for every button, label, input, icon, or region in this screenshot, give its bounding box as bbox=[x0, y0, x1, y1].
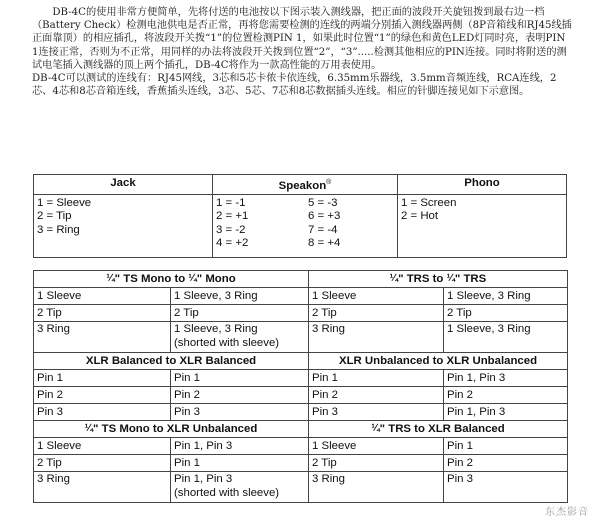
phono-pin: 2 = Hot bbox=[401, 210, 439, 223]
cell-value: 1 Sleeve, 3 Ring bbox=[174, 323, 258, 335]
table-row bbox=[34, 305, 568, 322]
jack-pin: 2 = Tip bbox=[37, 210, 72, 223]
table-cell: 2 Tip bbox=[309, 455, 444, 472]
speakon-pin: 6 = +3 bbox=[308, 210, 341, 223]
table-cell: 1 Sleeve bbox=[34, 438, 171, 455]
section-title-part: " TS Mono to XLR Unbalanced bbox=[93, 423, 258, 435]
ts-mono-to-mono-header bbox=[34, 271, 309, 288]
table-cell: Pin 1 bbox=[171, 370, 309, 387]
table-row bbox=[34, 472, 568, 503]
table-cell: 1 Sleeve bbox=[309, 288, 444, 305]
table-cell: 2 Tip bbox=[171, 305, 309, 322]
table-cell: Pin 1, Pin 3 bbox=[444, 370, 568, 387]
phono-cell bbox=[398, 194, 567, 257]
table-cell: Pin 1 bbox=[444, 438, 568, 455]
table-cell: 2 Tip bbox=[309, 305, 444, 322]
phono-pin: 1 = Screen bbox=[401, 196, 457, 209]
jack-header-label: Jack bbox=[110, 177, 136, 189]
table-cell: Pin 3 bbox=[309, 404, 444, 421]
table-cell: Pin 3 bbox=[444, 472, 568, 503]
shorted-note: (shorted with sleeve) bbox=[174, 487, 280, 499]
table-cell: 1 Sleeve, 3 Ring bbox=[444, 322, 568, 353]
shorted-note: (shorted with sleeve) bbox=[174, 337, 280, 349]
speakon-pin: 4 = +2 bbox=[216, 237, 249, 250]
table-cell: Pin 1, Pin 3 bbox=[171, 438, 309, 455]
jack-pin: 1 = Sleeve bbox=[37, 196, 92, 209]
quarter-mark: ¼ bbox=[188, 273, 197, 284]
table-cell: Pin 1 bbox=[34, 370, 171, 387]
table-cell: 2 Tip bbox=[34, 305, 171, 322]
table-cell bbox=[171, 322, 309, 353]
table-row bbox=[34, 438, 568, 455]
wiring-table bbox=[33, 270, 568, 503]
speakon-pin: 7 = -4 bbox=[308, 223, 338, 236]
trs-to-xlr-header bbox=[309, 421, 568, 438]
table-cell: Pin 2 bbox=[309, 387, 444, 404]
cell-value: Pin 1, Pin 3 bbox=[174, 473, 233, 485]
trs-to-trs-header bbox=[309, 271, 568, 288]
intro-text bbox=[32, 6, 572, 98]
speakon-pin: 5 = -3 bbox=[308, 196, 338, 209]
table-cell: 1 Sleeve, 3 Ring bbox=[171, 288, 309, 305]
table-row bbox=[34, 404, 568, 421]
quarter-mark: ¼ bbox=[371, 423, 380, 434]
section-title-part: " Mono bbox=[196, 273, 236, 285]
jack-cell bbox=[34, 194, 213, 257]
speakon-pin: 2 = +1 bbox=[216, 210, 249, 223]
table-cell bbox=[171, 472, 309, 503]
pin-legend-table bbox=[33, 174, 567, 258]
table-cell: Pin 1 bbox=[309, 370, 444, 387]
quarter-mark: ¼ bbox=[389, 273, 399, 284]
section-title-part: " TRS to XLR Balanced bbox=[379, 423, 505, 435]
table-cell: Pin 3 bbox=[34, 404, 171, 421]
table-cell: Pin 2 bbox=[444, 455, 568, 472]
table-cell: Pin 2 bbox=[34, 387, 171, 404]
table-cell: Pin 3 bbox=[171, 404, 309, 421]
table-row bbox=[34, 455, 568, 472]
speakon-pin: 8 = +4 bbox=[308, 237, 341, 250]
table-cell: 3 Ring bbox=[309, 472, 444, 503]
speakon-pin: 3 = -2 bbox=[216, 223, 246, 236]
table-cell: 1 Sleeve, 3 Ring bbox=[444, 288, 568, 305]
table-cell: Pin 2 bbox=[444, 387, 568, 404]
xlr-unbalanced-header: XLR Unbalanced to XLR Unbalanced bbox=[309, 353, 568, 370]
table-cell: 3 Ring bbox=[309, 322, 444, 353]
quarter-mark: ¼ bbox=[106, 273, 115, 284]
section-title-part: " TS Mono to bbox=[114, 273, 189, 285]
quarter-mark: ¼ bbox=[84, 423, 94, 434]
table-cell: Pin 2 bbox=[171, 387, 309, 404]
table-row bbox=[34, 387, 568, 404]
watermark: 东杰影音 bbox=[545, 507, 589, 518]
table-cell: 1 Sleeve bbox=[34, 288, 171, 305]
intro-paragraph-1: DB-4C的使用非常方便简单，先将付送的电池按以下图示装入测线器，把正面的波段开关旋钮拨到最右边一档（Battery Check）检测电池供电是否正常，再将您需要检测的连线的两端分别插入测线器两侧（8P音箱线和RJ45线插正面靠顶）的相应插孔，将波段开关拨“1”的位置检测PIN 1，如果此时位置“1”的绿色和黄色LED灯同时亮，表明PIN 1连接正常，否则为不正常，用同样的办法将波段开关拨到位置“2”，“3”.....检测其他相应的PIN连接。同时将附送的测试电笔插入测线器的顶上两个插孔，DB-4C将作为一款高性能的万用表使用。 bbox=[32, 7, 572, 71]
speakon-pin: 1 = -1 bbox=[216, 196, 246, 209]
section-title-part: " TRS to bbox=[398, 273, 447, 285]
jack-header bbox=[34, 175, 213, 195]
table-cell: 2 Tip bbox=[34, 455, 171, 472]
xlr-balanced-header: XLR Balanced to XLR Balanced bbox=[34, 353, 309, 370]
quarter-mark: ¼ bbox=[446, 273, 455, 284]
table-cell: 1 Sleeve bbox=[309, 438, 444, 455]
registered-mark: ® bbox=[326, 179, 332, 186]
table-cell: 3 Ring bbox=[34, 472, 171, 503]
jack-pin: 3 = Ring bbox=[37, 223, 80, 236]
intro-paragraph-2: DB-4C可以测试的连线有：RJ45网线，3芯和5芯卡侬卡依连线，6.35mm乐器线，3.5mm音频连线，RCA连线，2芯、4芯和8芯音箱连线，香蕉插头连线，3芯、5芯、7芯和8芯数据插头连线。相应的针脚连接见如下示意图。 bbox=[32, 73, 557, 98]
ts-mono-to-xlr-header bbox=[34, 421, 309, 438]
table-row bbox=[34, 370, 568, 387]
table-cell: 3 Ring bbox=[34, 322, 171, 353]
speakon-header-label: Speakon bbox=[278, 179, 327, 192]
table-row bbox=[34, 288, 568, 305]
table-row bbox=[34, 322, 568, 353]
phono-header bbox=[398, 175, 567, 195]
table-cell: Pin 1, Pin 3 bbox=[444, 404, 568, 421]
table-cell: Pin 1 bbox=[171, 455, 309, 472]
speakon-cell bbox=[213, 194, 398, 257]
section-title-part: " TRS bbox=[454, 273, 487, 285]
speakon-header bbox=[213, 175, 398, 195]
table-cell: 2 Tip bbox=[444, 305, 568, 322]
phono-header-label: Phono bbox=[464, 177, 500, 189]
